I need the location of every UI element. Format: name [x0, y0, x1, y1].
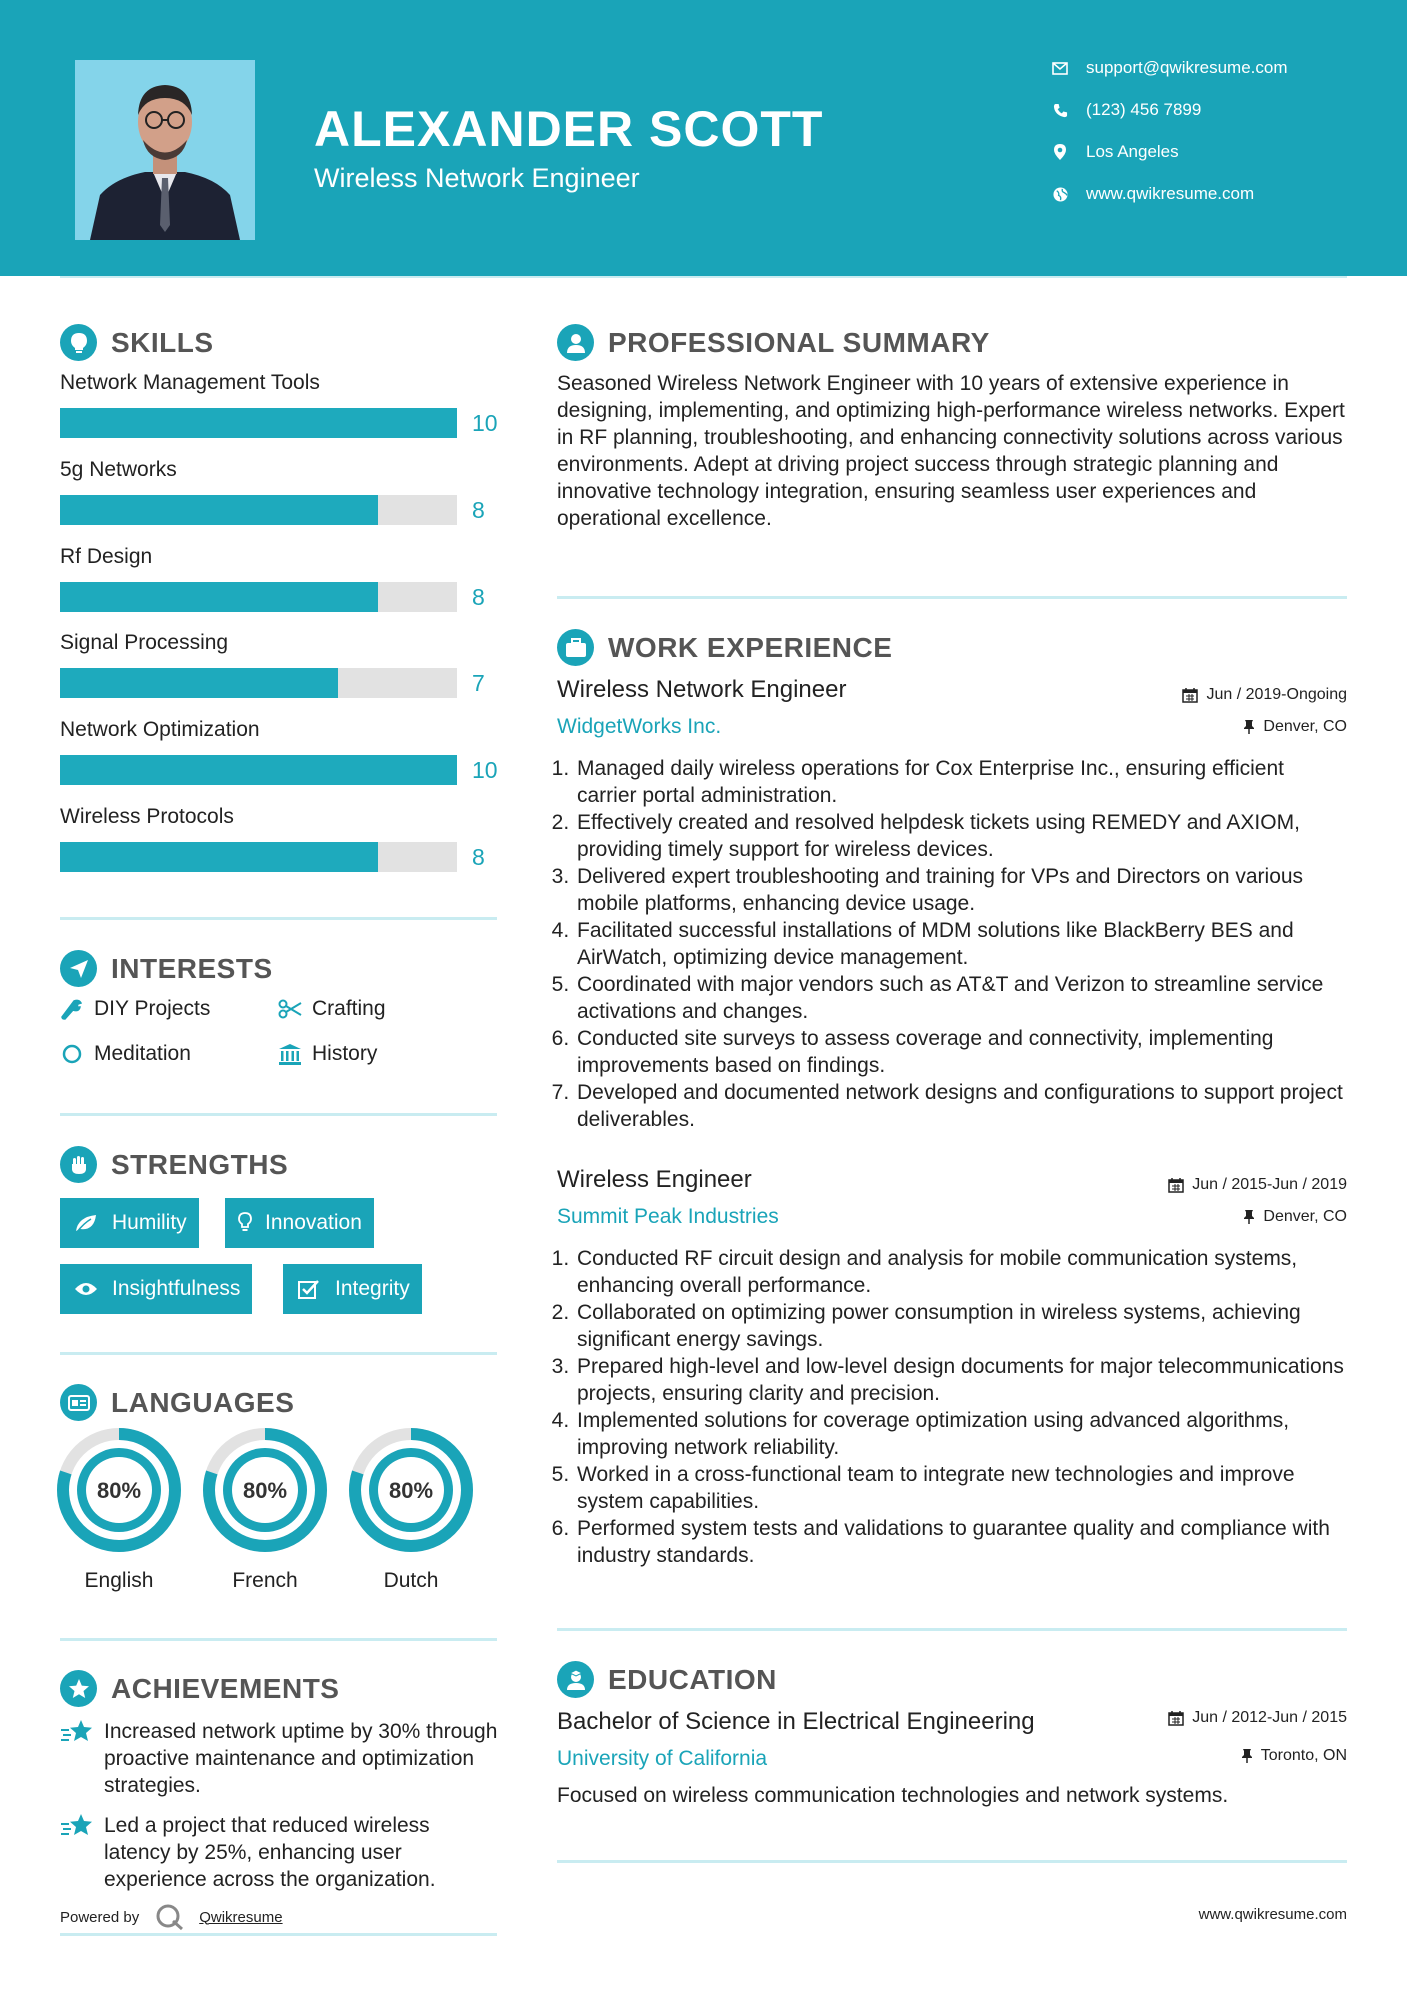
- skill-bar-fill: [60, 755, 457, 785]
- list-item: 6. Conducted site surveys to assess coverage and connectivity, implementing improvements based on findings.: [575, 1025, 1347, 1079]
- graduate-icon: [557, 1661, 594, 1698]
- section-divider: [60, 917, 497, 920]
- language-item: [57, 1428, 181, 1593]
- achievement-item: Led a project that reduced wireless latency by 25%, enhancing user experience across the organization.: [60, 1812, 500, 1893]
- job-dates: Jun / 2019-Ongoing: [1182, 686, 1347, 704]
- language-donut: [57, 1428, 181, 1552]
- header-divider: [60, 276, 1347, 278]
- job-company: WidgetWorks Inc.: [557, 715, 722, 738]
- education-school: University of California: [557, 1747, 768, 1770]
- list-item: 3. Delivered expert troubleshooting and training for VPs and Directors on various mobile platforms, enhancing device usage.: [575, 863, 1347, 917]
- interest-item: Meditation: [60, 1042, 191, 1066]
- language-percent: 80%: [388, 1478, 434, 1503]
- achievements-heading: ACHIEVEMENTS: [60, 1670, 339, 1707]
- list-item: 5. Worked in a cross-functional team to integrate new technologies and improve system capabilities.: [575, 1461, 1347, 1515]
- job-duties: [557, 1245, 1347, 1569]
- achievement-item: Increased network uptime by 30% through proactive maintenance and optimization strategies.: [60, 1718, 500, 1799]
- list-item: 3. Prepared high-level and low-level design documents for major telecommunications projects, ensuring clarity and precision.: [575, 1353, 1347, 1407]
- skill-value: 10: [472, 757, 498, 783]
- skill-name: Network Management Tools: [60, 371, 320, 394]
- lightbulb-icon: [237, 1211, 253, 1235]
- skill-bar-fill: [60, 408, 457, 438]
- skill-bar-fill: [60, 668, 338, 698]
- skill-value: 8: [472, 584, 485, 610]
- skill-name: Wireless Protocols: [60, 805, 234, 828]
- education-degree: Bachelor of Science in Electrical Engineering: [557, 1708, 1035, 1735]
- language-name: French: [232, 1569, 298, 1592]
- section-divider: [60, 1638, 497, 1641]
- section-divider: [557, 1628, 1347, 1631]
- experience-heading: WORK EXPERIENCE: [557, 629, 892, 666]
- education-description: Focused on wireless communication technologies and network systems.: [557, 1784, 1229, 1807]
- interest-item: History: [278, 1042, 377, 1066]
- list-item: 5. Coordinated with major vendors such as AT&T and Verizon to streamline service activations and changes.: [575, 971, 1347, 1025]
- list-item: 6. Performed system tests and validations to guarantee quality and compliance with industry standards.: [575, 1515, 1347, 1569]
- contact-location: Los Angeles: [1050, 142, 1179, 162]
- skill-value: 8: [472, 844, 485, 870]
- education-heading: EDUCATION: [557, 1661, 777, 1698]
- skill-bar-fill: [60, 842, 378, 872]
- candidate-name: ALEXANDER SCOTT: [314, 101, 824, 157]
- pushpin-icon: [1241, 1748, 1253, 1764]
- education-location: Toronto, ON: [1241, 1747, 1347, 1765]
- language-donut: [349, 1428, 473, 1552]
- summary-heading: PROFESSIONAL SUMMARY: [557, 324, 990, 361]
- powered-by: Powered by Qwikresume: [60, 1903, 283, 1931]
- contact-email[interactable]: support@qwikresume.com: [1050, 58, 1288, 78]
- job-location: Denver, CO: [1243, 1208, 1347, 1226]
- footer-url[interactable]: www.qwikresume.com: [1198, 1906, 1347, 1923]
- interest-item: DIY Projects: [60, 997, 210, 1021]
- brand-link[interactable]: Qwikresume: [199, 1908, 283, 1926]
- pushpin-icon: [1243, 719, 1255, 735]
- shooting-star-icon: [60, 1718, 94, 1748]
- section-divider: [60, 1933, 497, 1936]
- list-item: 4. Implemented solutions for coverage optimization using advanced algorithms, improving network reliability.: [575, 1407, 1347, 1461]
- calendar-icon: [1168, 1177, 1184, 1193]
- skill-bar-fill: [60, 495, 378, 525]
- job-title: Wireless Network Engineer: [557, 676, 847, 703]
- language-percent: 80%: [242, 1478, 288, 1503]
- interest-item: Crafting: [278, 997, 386, 1021]
- section-divider: [60, 1113, 497, 1116]
- list-item: 2. Effectively created and resolved helpdesk tickets using REMEDY and AXIOM, providing timely support for wireless devices.: [575, 809, 1347, 863]
- globe-icon: [1050, 184, 1070, 204]
- list-item: 2. Collaborated on optimizing power consumption in wireless systems, achieving significant energy savings.: [575, 1299, 1347, 1353]
- section-divider: [60, 1352, 497, 1355]
- language-item: [349, 1428, 473, 1593]
- interests-heading: INTERESTS: [60, 950, 273, 987]
- language-name: Dutch: [383, 1569, 439, 1592]
- section-divider: [557, 596, 1347, 599]
- skill-bar: [60, 755, 457, 785]
- language-name: English: [84, 1569, 154, 1592]
- phone-icon: [1050, 100, 1070, 120]
- contact-website[interactable]: www.qwikresume.com: [1050, 184, 1254, 204]
- resume-header: [0, 0, 1407, 276]
- fist-icon: [60, 1146, 97, 1183]
- skill-bar: [60, 842, 457, 872]
- strength-tag: Insightfulness: [60, 1264, 252, 1314]
- skill-value: 10: [472, 410, 498, 436]
- skill-name: Network Optimization: [60, 718, 260, 741]
- section-divider: [557, 1860, 1347, 1863]
- list-item: 7. Developed and documented network designs and configurations to support project deliverables.: [575, 1079, 1347, 1133]
- check-square-icon: [295, 1277, 323, 1301]
- scissors-icon: [278, 997, 302, 1021]
- skills-heading: SKILLS: [60, 324, 214, 361]
- language-card-icon: [60, 1384, 97, 1421]
- pushpin-icon: [1243, 1209, 1255, 1225]
- language-donut: [203, 1428, 327, 1552]
- user-icon: [557, 324, 594, 361]
- skill-bar: [60, 582, 457, 612]
- map-pin-icon: [1050, 142, 1070, 162]
- strength-tag: Humility: [60, 1198, 199, 1248]
- list-item: 1. Managed daily wireless operations for Cox Enterprise Inc., ensuring efficient carrier portal administration.: [575, 755, 1347, 809]
- skill-bar: [60, 668, 457, 698]
- candidate-role: Wireless Network Engineer: [314, 163, 640, 193]
- language-percent: 80%: [96, 1478, 142, 1503]
- eye-icon: [72, 1277, 100, 1301]
- skill-name: Signal Processing: [60, 631, 229, 654]
- wrench-icon: [60, 997, 84, 1021]
- paper-plane-icon: [60, 950, 97, 987]
- job-location: Denver, CO: [1243, 718, 1347, 736]
- briefcase-icon: [557, 629, 594, 666]
- qwikresume-logo-icon: [155, 1903, 185, 1931]
- skill-name: Rf Design: [60, 545, 153, 568]
- languages-heading: LANGUAGES: [60, 1384, 294, 1421]
- skill-bar: [60, 495, 457, 525]
- skill-bar-fill: [60, 582, 378, 612]
- job-dates: Jun / 2015-Jun / 2019: [1168, 1176, 1347, 1194]
- strengths-heading: STRENGTHS: [60, 1146, 288, 1183]
- list-item: 1. Conducted RF circuit design and analysis for mobile communication systems, enhancing overall performance.: [575, 1245, 1347, 1299]
- skill-name: 5g Networks: [60, 458, 177, 481]
- job-duties: [557, 755, 1347, 1133]
- education-dates: Jun / 2012-Jun / 2015: [1168, 1709, 1347, 1727]
- museum-icon: [278, 1042, 302, 1066]
- circle-icon: [60, 1042, 84, 1066]
- skill-value: 8: [472, 497, 485, 523]
- strength-tag: Integrity: [283, 1264, 422, 1314]
- calendar-icon: [1182, 687, 1198, 703]
- summary-text: Seasoned Wireless Network Engineer with 10 years of extensive experience in designing, implementing, and optimizing high-performance wireless networks. Expert in RF planning, troubleshooting, and enhancing connectivity solutions across various environments. Adept at driving project success through strategic planning and innovative technology integration, ensuring seamless user experiences and operational excellence.: [557, 372, 1345, 530]
- star-badge-icon: [60, 1670, 97, 1707]
- shooting-star-icon: [60, 1812, 94, 1842]
- skill-bar: [60, 408, 457, 438]
- language-item: [203, 1428, 327, 1593]
- calendar-icon: [1168, 1710, 1184, 1726]
- job-company: Summit Peak Industries: [557, 1205, 779, 1228]
- job-title: Wireless Engineer: [557, 1166, 752, 1193]
- strength-tag: Innovation: [225, 1198, 374, 1248]
- contact-phone[interactable]: (123) 456 7899: [1050, 100, 1201, 120]
- leaf-icon: [72, 1211, 100, 1235]
- profile-photo: [75, 60, 255, 240]
- envelope-icon: [1050, 58, 1070, 78]
- lightbulb-icon: [60, 324, 97, 361]
- skill-value: 7: [472, 670, 485, 696]
- list-item: 4. Facilitated successful installations of MDM solutions like BlackBerry BES and AirWatch, optimizing device management.: [575, 917, 1347, 971]
